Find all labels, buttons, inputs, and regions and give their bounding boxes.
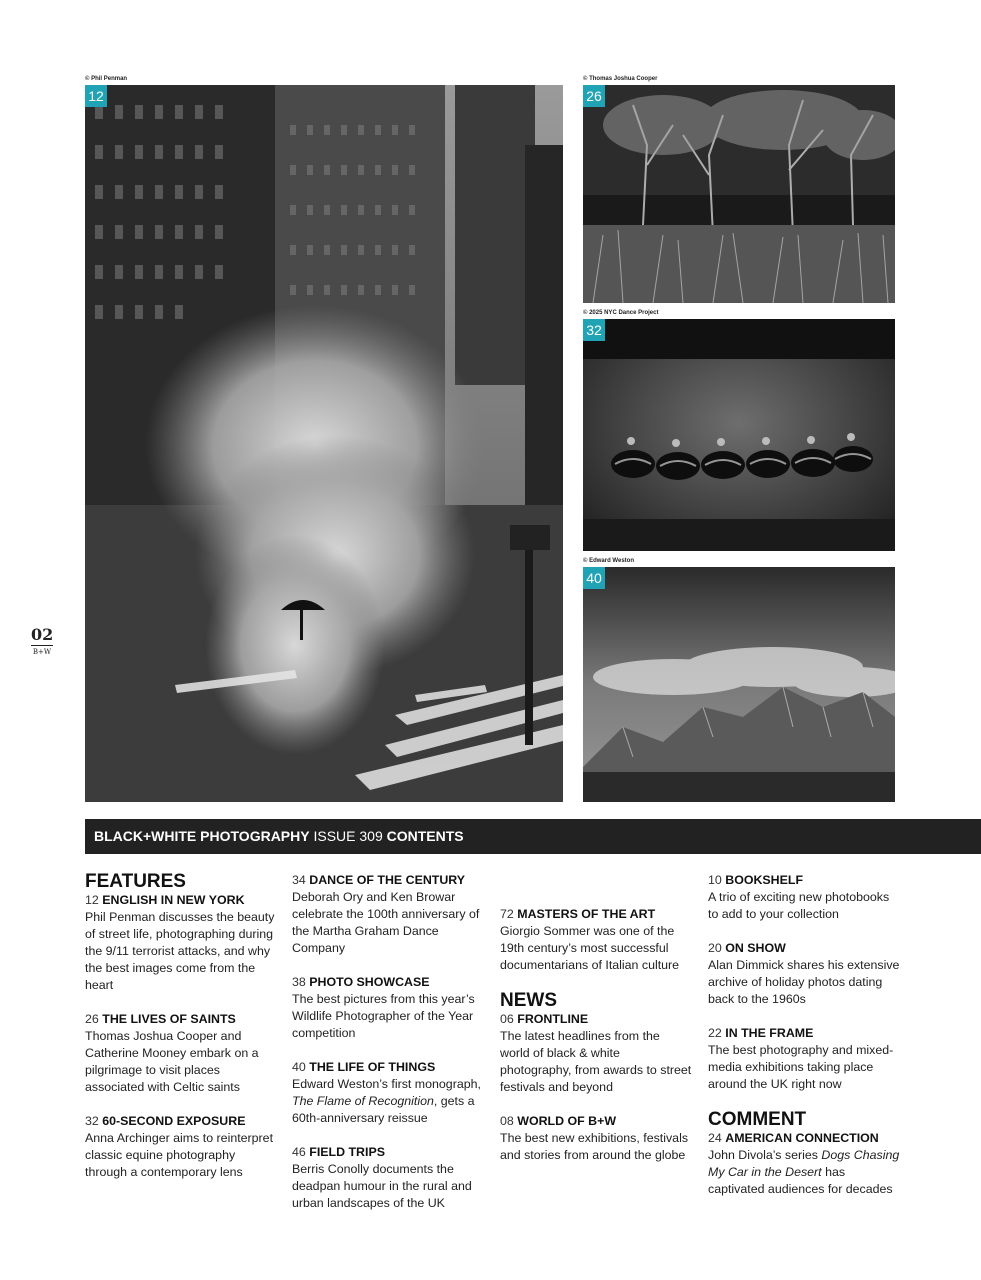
entry-title: FRONTLINE: [517, 1012, 589, 1026]
contents-entry[interactable]: [292, 1059, 484, 1127]
entry-description: Deborah Ory and Ken Browar celebrate the 100th anniversary of the Martha Graham Dance Company: [292, 890, 480, 955]
entry-description: Alan Dimmick shares his extensive archive of holiday photos dating back to the 1960s: [708, 958, 900, 1006]
entry-page: 22: [708, 1026, 722, 1040]
entry-description: The best new exhibitions, festivals and stories from around the globe: [500, 1131, 689, 1162]
contents-entry[interactable]: [292, 1144, 484, 1212]
page-badge-12: 12: [85, 85, 107, 107]
entry-description: A trio of exciting new photobooks to add to your collection: [708, 890, 890, 921]
contents-entry[interactable]: [292, 974, 484, 1042]
contents-column-2: [292, 872, 484, 1229]
contents-column-4: [708, 872, 900, 1215]
entry-page: 72: [500, 907, 514, 921]
page-badge-40: 40: [583, 567, 605, 589]
contents-entry[interactable]: [500, 906, 692, 974]
page-folio: [31, 625, 53, 656]
contents-label: CONTENTS: [386, 828, 464, 844]
contents-entry[interactable]: [708, 1025, 900, 1093]
entry-description: Giorgio Sommer was one of the 19th century’s most successful documentarians of Italian culture: [500, 924, 680, 972]
entry-page: 32: [85, 1114, 99, 1128]
contents-entry[interactable]: [500, 1113, 692, 1164]
entry-page: 24: [708, 1131, 722, 1145]
contents-entry[interactable]: [85, 1113, 277, 1181]
section-heading-features: FEATURES: [85, 871, 186, 892]
contents-banner: [85, 819, 981, 854]
photo-dancers[interactable]: [583, 319, 895, 551]
entry-page: 10: [708, 873, 722, 887]
photo-credit-penman: © Phil Penman: [85, 76, 128, 82]
photo-credit-dance-project: © 2025 NYC Dance Project: [583, 310, 659, 316]
entry-description: The best pictures from this year’s Wildlife Photographer of the Year competition: [292, 992, 475, 1040]
entry-page: 34: [292, 873, 306, 887]
entry-description: The best photography and mixed-media exhibitions taking place around the UK right now: [708, 1043, 894, 1091]
page-badge-32: 32: [583, 319, 605, 341]
entry-page: 38: [292, 975, 306, 989]
photo-new-york-street[interactable]: [85, 85, 563, 802]
entry-description: Anna Archinger aims to reinterpret classic equine photography through a contemporary lens: [85, 1131, 274, 1179]
entry-page: 06: [500, 1012, 514, 1026]
entry-description: The latest headlines from the world of black & white photography, from awards to street festivals and beyond: [500, 1029, 692, 1094]
entry-title: IN THE FRAME: [725, 1026, 814, 1040]
entry-page: 40: [292, 1060, 306, 1074]
magazine-title: BLACK+WHITE PHOTOGRAPHY: [94, 828, 310, 844]
entry-title: FIELD TRIPS: [309, 1145, 385, 1159]
entry-title: DANCE OF THE CENTURY: [309, 873, 466, 887]
magazine-mark: B+W: [32, 648, 52, 656]
contents-entry[interactable]: [85, 1011, 277, 1096]
issue-number: ISSUE 309: [313, 828, 383, 844]
entry-page: 26: [85, 1012, 99, 1026]
entry-title: THE LIVES OF SAINTS: [102, 1012, 236, 1026]
entry-description: Phil Penman discusses the beauty of street life, photographing during the 9/11 terrorist attacks, and why the best images come from the heart: [85, 910, 275, 992]
contents-entry[interactable]: [708, 940, 900, 1008]
photo-trees[interactable]: [583, 85, 895, 303]
section-heading-news: NEWS: [500, 990, 557, 1011]
entry-title: AMERICAN CONNECTION: [725, 1131, 879, 1145]
contents-entry[interactable]: [708, 872, 900, 923]
entry-page: 12: [85, 893, 99, 907]
photo-credit-cooper: © Thomas Joshua Cooper: [583, 76, 658, 82]
page-number: 02: [31, 625, 54, 644]
entry-title: 60-SECOND EXPOSURE: [102, 1114, 246, 1128]
entry-description: Thomas Joshua Cooper and Catherine Mooney embark on a pilgrimage to visit places associated with Celtic saints: [85, 1029, 259, 1094]
entry-title: WORLD OF B+W: [517, 1114, 617, 1128]
entry-title: PHOTO SHOWCASE: [309, 975, 430, 989]
entry-page: 08: [500, 1114, 514, 1128]
contents-entry[interactable]: [85, 892, 277, 994]
photo-mountains[interactable]: [583, 567, 895, 802]
section-heading-comment: COMMENT: [708, 1109, 807, 1130]
contents-entry[interactable]: [292, 872, 484, 957]
contents-column-3: [500, 906, 692, 1181]
entry-title: BOOKSHELF: [725, 873, 804, 887]
entry-title: ON SHOW: [725, 941, 786, 955]
entry-page: 46: [292, 1145, 306, 1159]
photo-credit-weston: © Edward Weston: [583, 558, 634, 564]
page-badge-26: 26: [583, 85, 605, 107]
contents-entry[interactable]: [708, 1130, 900, 1198]
entry-description: Edward Weston’s first monograph, The Flame of Recognition, gets a 60th-anniversary reissue: [292, 1077, 481, 1125]
entry-description: Berris Conolly documents the deadpan humour in the rural and urban landscapes of the UK: [292, 1162, 472, 1210]
contents-entry[interactable]: [500, 1011, 692, 1096]
entry-description: John Divola’s series Dogs Chasing My Car in the Desert has captivated audiences for decades: [708, 1148, 900, 1196]
entry-page: 20: [708, 941, 722, 955]
entry-title: ENGLISH IN NEW YORK: [102, 893, 245, 907]
contents-column-1: [85, 872, 277, 1198]
entry-title: MASTERS OF THE ART: [517, 907, 656, 921]
entry-title: THE LIFE OF THINGS: [309, 1060, 436, 1074]
